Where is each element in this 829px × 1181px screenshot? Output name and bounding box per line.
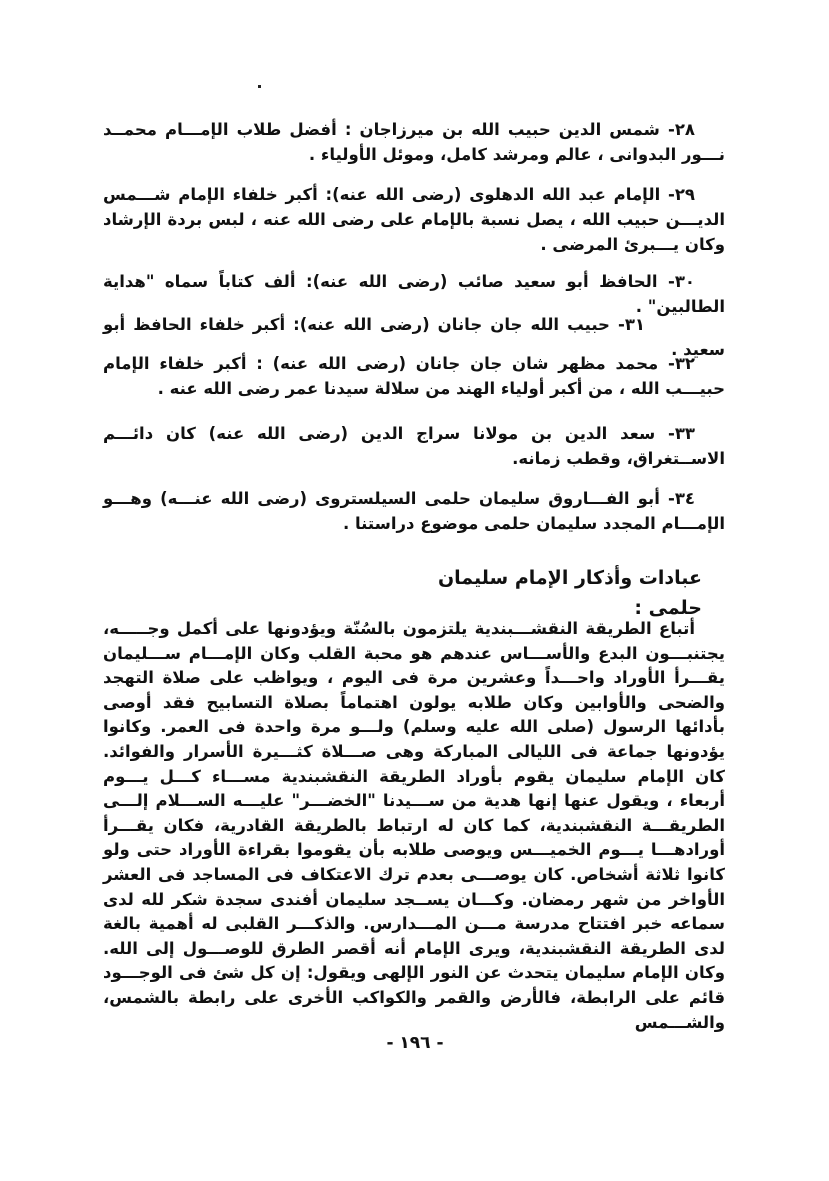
list-item-text: ٢٩- الإمام عبد الله الدهلوى (رضى الله عنه): أكبر خلفاء الإمام شـــمس الديـــن حبيب الله ، يصل نسبة بالإمام على رضى الله عنه ، لبس بردة الإرشاد وكان يـــبرئ المرضى . <box>103 185 725 254</box>
list-item-text: ٣٣- سعد الدين بن مولانا سراج الدين (رضى الله عنه) كان دائـــم الاســتغراق، وقطب زمانه. <box>103 424 725 468</box>
list-item-33 <box>103 421 725 471</box>
page-number: - ١٩٦ - <box>386 1033 444 1053</box>
list-item-text: ٣٢- محمد مظهر شان جان جانان (رضى الله عنه) : أكبر خلفاء الإمام حبيـــب الله ، من أكبر أولياء الهند من سلالة سيدنا عمر رضى الله عنه . <box>103 354 725 398</box>
list-item-28 <box>103 117 725 167</box>
scan-speck <box>258 85 261 88</box>
list-item-text: ٢٨- شمس الدين حبيب الله بن ميرزاجان : أفضل طلاب الإمـــام محمــد نـــور البدوانى ، عالم ومرشد كامل، وموئل الأولياء . <box>103 120 725 164</box>
list-item-text: ٣٠- الحافظ أبو سعيد صائب (رضى الله عنه): ألف كتاباً سماه "هداية الطالبين" . <box>103 272 725 316</box>
list-item-34 <box>103 486 725 536</box>
list-item-29 <box>103 182 725 257</box>
list-item-text: ٣٤- أبو الفـــاروق سليمان حلمى السيلستروى (رضى الله عنـــه) وهـــو الإمـــام المجدد سليمان حلمى موضوع دراستنا . <box>103 489 725 533</box>
section-heading: عبادات وأذكار الإمام سليمان حلمى : <box>437 567 702 619</box>
body-paragraph-text: أتباع الطريقة النقشـــبندية يلتزمون بالسُنّة ويؤدونها على أكمل وجـــــه، يجتنبـــون البدع والأســـاس عندهم هو محبة القلب وكان الإمـــام ســـليمان يقـــرأ الأوراد واحـــداً وعشرين مرة فى اليوم ، ويواظب على صلاة التهجد والضحى والأوابين وكان طلابه يولون اهتماماً بصلاة التسابيح فقد أوصى بأدائها الرسول (صلى الله عليه وسلم) ولـــو مرة واحدة فى العمر. وكانوا يؤدونها جماعة فى الليالى المباركة وهى صـــلاة كثـــيرة الأسرار والفوائد. كان الإمام سليمان يقوم بأوراد الطريقة النقشبندية مســـاء كـــل يـــوم أربعاء ، ويقول عنها إنها هدية من ســـيدنا "الخضـــر" عليـــه الســـلام إلـــى الطريقـــة النقشبندية، كما كان له ارتباط بالطريقة القادرية، فكان يقـــرأ أورادهـــا يـــوم الخميـــس ويوصى طلابه بأن يقوموا بقراءة الأوراد حتى ولو كانوا ثلاثة أشخاص. كان يوصـــى بعدم ترك الاعتكاف فى المساجد فى العشر الأواخر من شهر رمضان. وكـــان يســجد سليمان أفندى سجدة شكر لله لدى سماعه خبر افتتاح مدرسة مـــن المـــدارس. والذكـــر القلبى له أهمية بالغة لدى الطريقة النقشبندية، ويرى الإمام أنه أقصر الطرق للوصـــول إلى الله. وكان الإمام سليمان يتحدث عن النور الإلهى ويقول: إن كل شئ فى الوجـــود قائم على الرابطة، فالأرض والقمر والكواكب الأخرى على رابطة بالشمس، والشـــمس <box>103 619 725 1032</box>
body-paragraph <box>103 617 725 1035</box>
list-item-text: ٣١- حبيب الله جان جانان (رضى الله عنه): أكبر خلفاء الحافظ أبو سعيد . <box>103 315 725 359</box>
list-item-32 <box>103 351 725 401</box>
